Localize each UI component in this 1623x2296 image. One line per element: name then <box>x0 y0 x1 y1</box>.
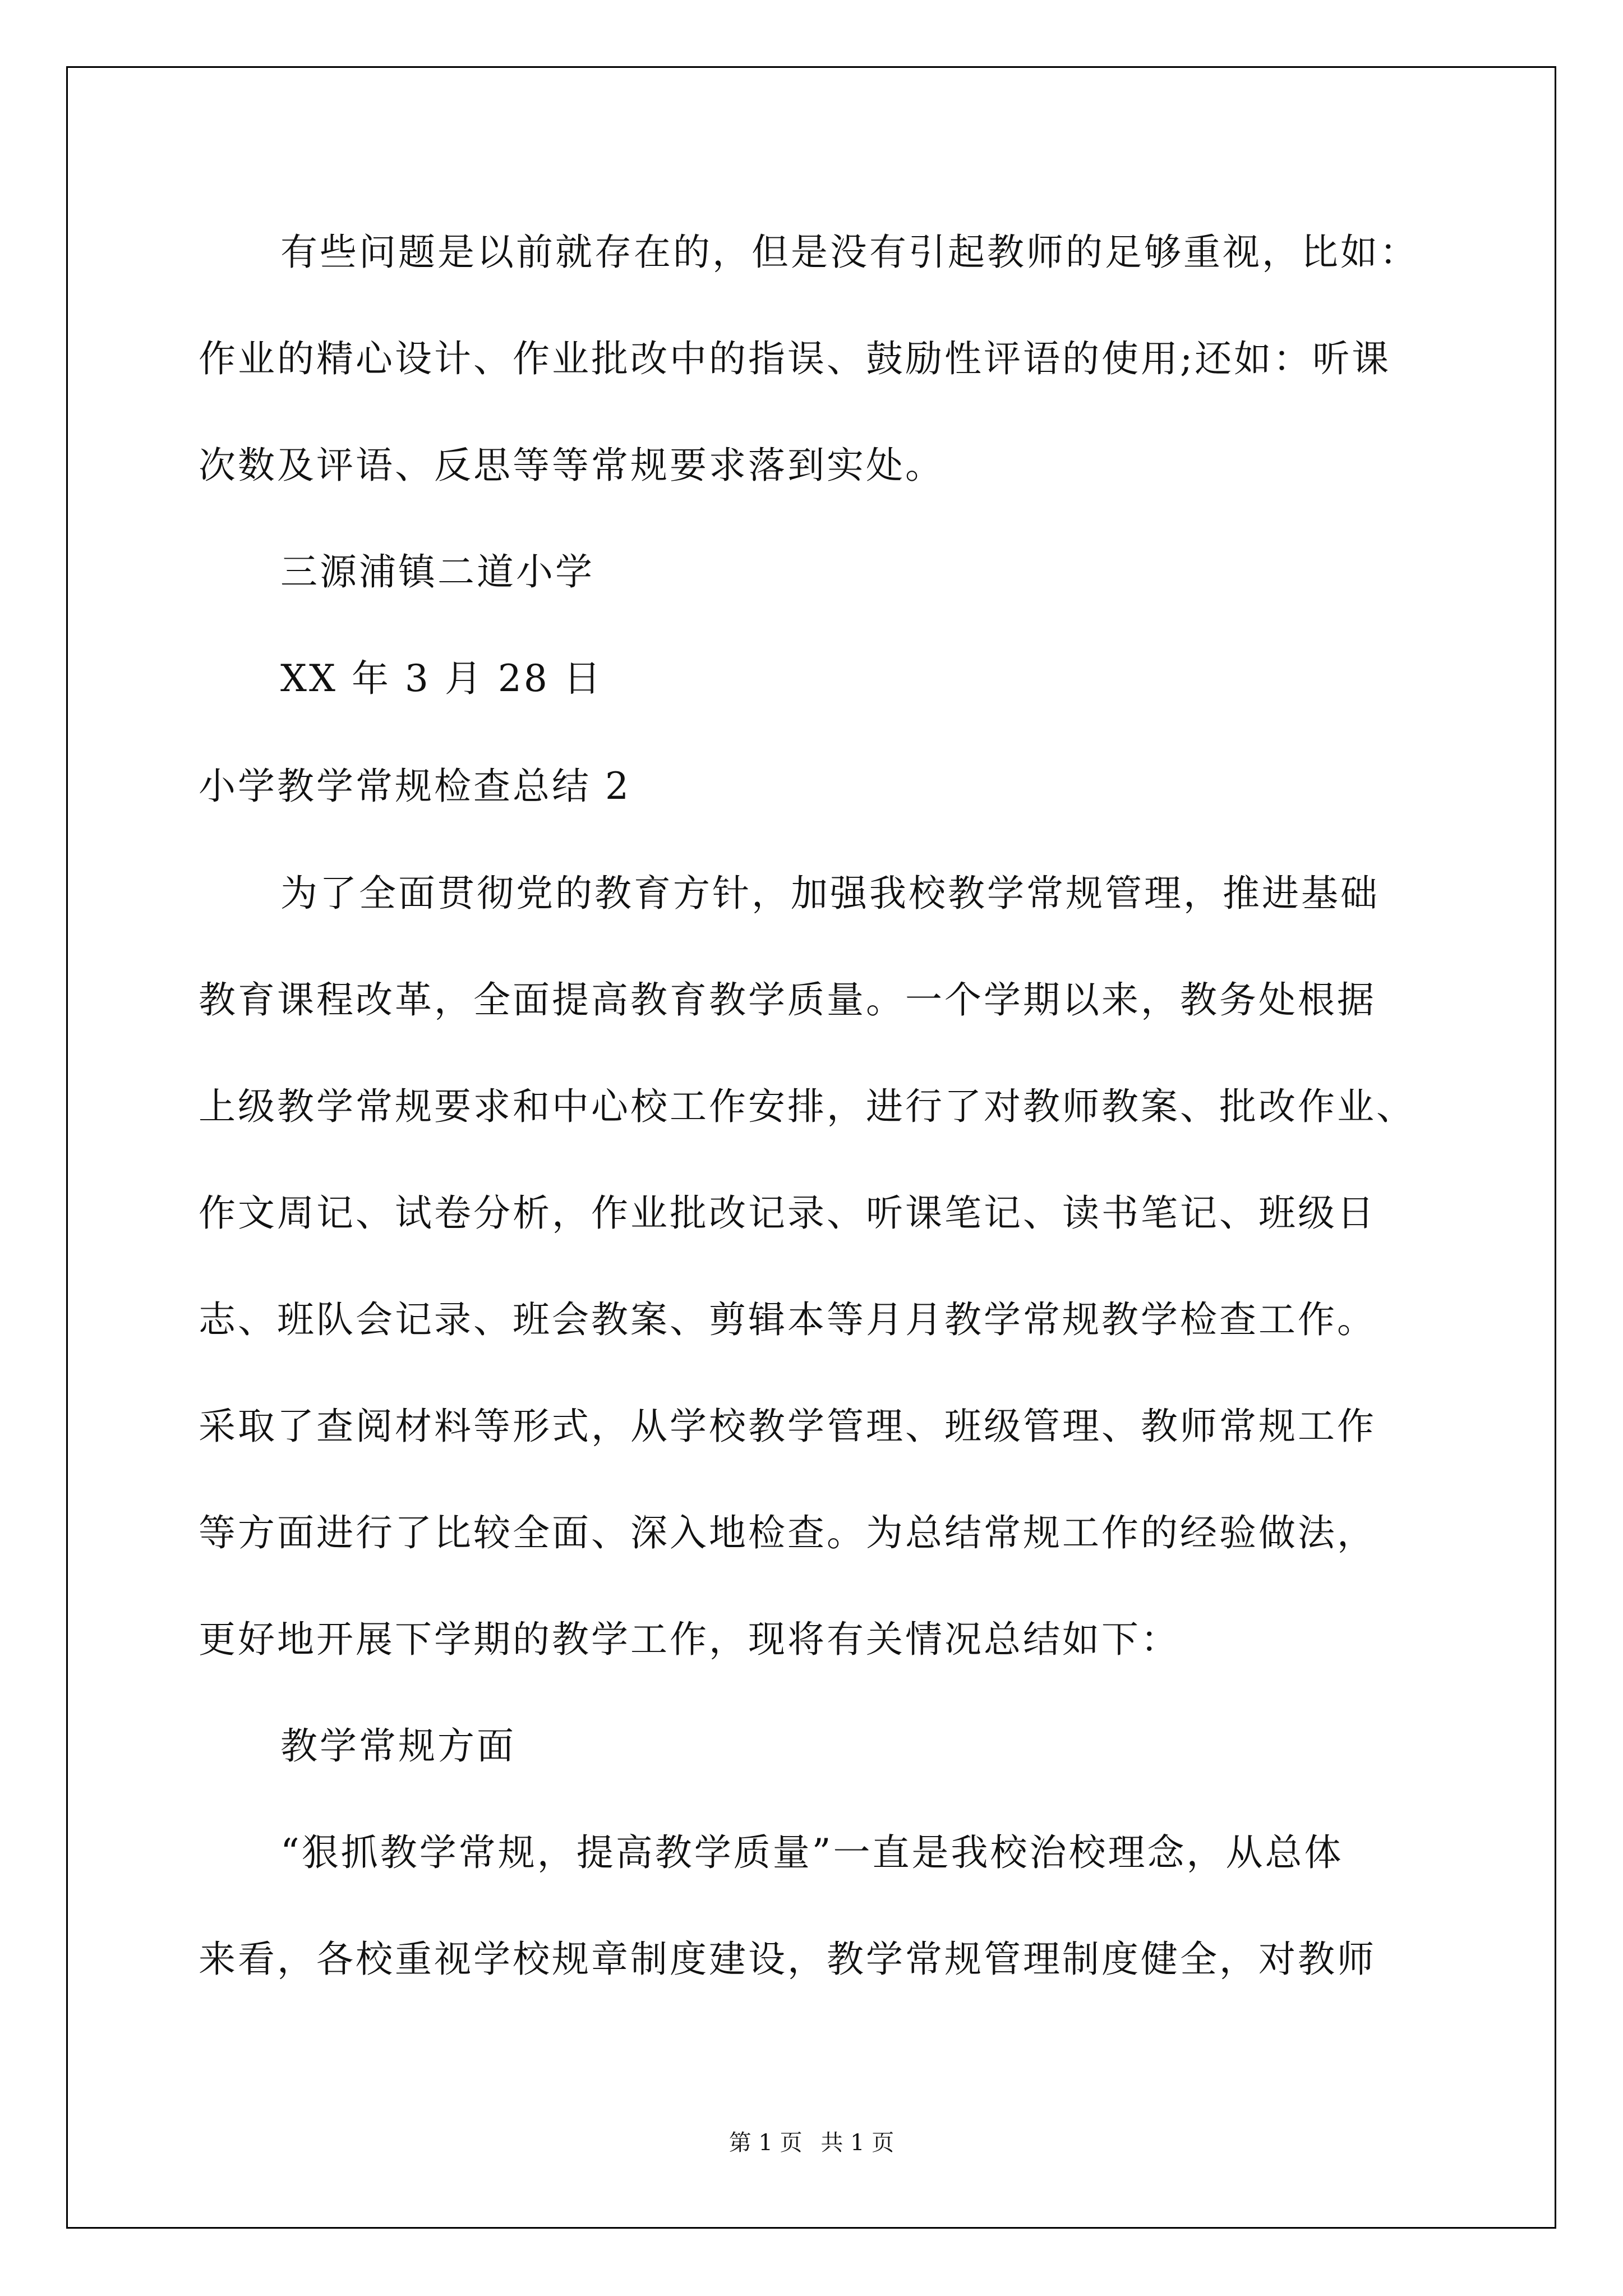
paragraph-line: 有些问题是以前就存在的，但是没有引起教师的足够重视，比如： <box>280 231 1419 274</box>
paragraph-line: 来看，各校重视学校规章制度建设，教学常规管理制度健全，对教师 <box>199 1938 1376 1981</box>
school-name: 三源浦镇二道小学 <box>280 550 594 593</box>
paragraph-line: 更好地开展下学期的教学工作，现将有关情况总结如下： <box>199 1618 1180 1661</box>
date-line: XX 年 3 月 28 日 <box>280 657 603 700</box>
total-pages: 共 1 页 <box>820 2130 895 2156</box>
section-title: 小学教学常规检查总结 2 <box>199 765 631 808</box>
paragraph-line: 教育课程改革，全面提高教育教学质量。一个学期以来，教务处根据 <box>199 978 1376 1022</box>
paragraph-line: 为了全面贯彻党的教育方针，加强我校教学常规管理，推进基础 <box>280 872 1380 915</box>
paragraph-line: 等方面进行了比较全面、深入地检查。为总结常规工作的经验做法， <box>199 1511 1376 1554</box>
paragraph-line: 志、班队会记录、班会教案、剪辑本等月月教学常规教学检查工作。 <box>199 1298 1376 1341</box>
paragraph-line: 次数及评语、反思等等常规要求落到实处。 <box>199 444 944 487</box>
paragraph-line: 上级教学常规要求和中心校工作安排，进行了对教师教案、批改作业、 <box>199 1085 1415 1128</box>
paragraph-line: 作文周记、试卷分析，作业批改记录、听课笔记、读书笔记、班级日 <box>199 1191 1376 1235</box>
paragraph-line: “狠抓教学常规，提高教学质量”一直是我校治校理念，从总体 <box>280 1831 1344 1874</box>
page-number: 第 1 页 <box>728 2130 803 2156</box>
subheading: 教学常规方面 <box>280 1724 516 1768</box>
paragraph-line: 采取了查阅材料等形式，从学校教学管理、班级管理、教师常规工作 <box>199 1405 1376 1448</box>
page-border <box>66 66 1556 2229</box>
page-footer <box>0 2129 1623 2157</box>
paragraph-line: 作业的精心设计、作业批改中的指误、鼓励性评语的使用;还如：听课 <box>199 337 1391 380</box>
